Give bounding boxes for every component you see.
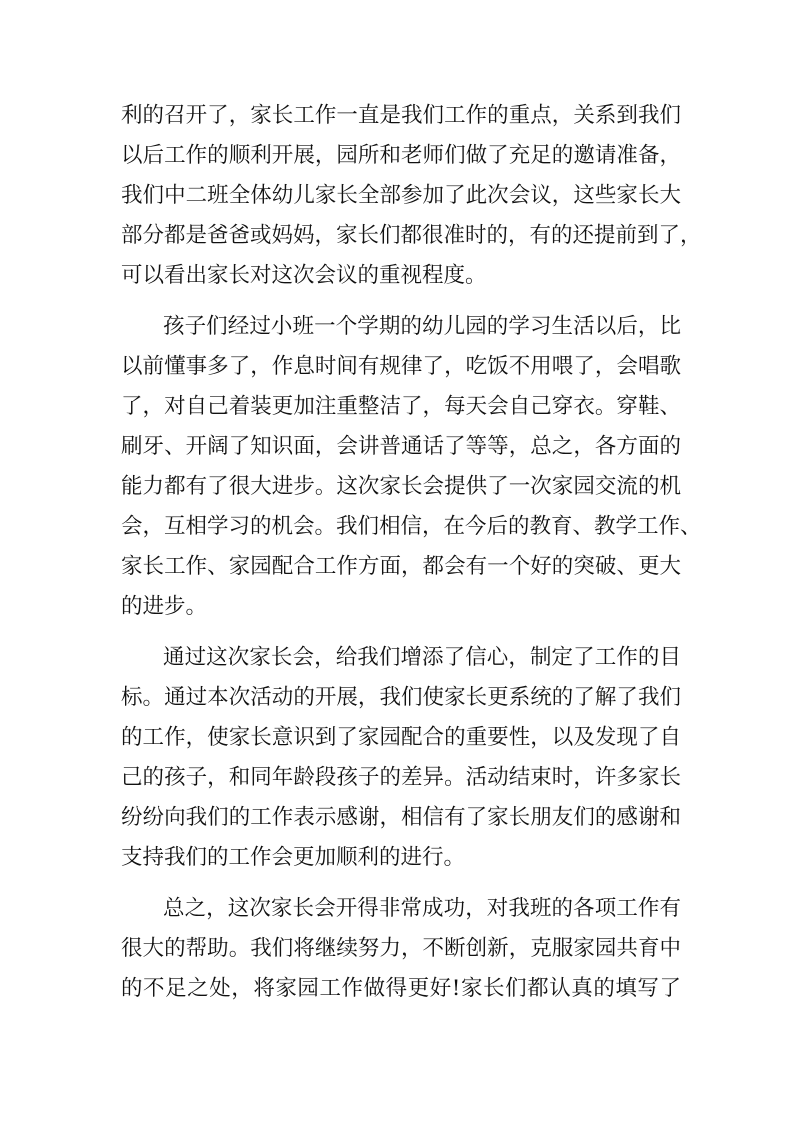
paragraph-2-line-2: 以前懂事多了，作息时间有规律了，吃饭不用喂了，会唱歌 <box>121 354 681 379</box>
paragraph-2-line-7: 家长工作、家园配合工作方面，都会有一个好的突破、更大 <box>121 554 681 579</box>
paragraph-2-line-4: 刷牙、开阔了知识面，会讲普通话了等等，总之，各方面的 <box>121 434 681 459</box>
paragraph-2-line-6: 会，互相学习的机会。我们相信，在今后的教育、教学工作、 <box>121 514 702 539</box>
paragraph-1-line-5: 可以看出家长对这次会议的重视程度。 <box>121 263 487 288</box>
paragraph-3-line-6: 支持我们的工作会更加顺利的进行。 <box>121 845 466 870</box>
paragraph-3-line-4: 己的孩子，和同年龄段孩子的差异。活动结束时，许多家长 <box>121 765 681 790</box>
paragraph-4-line-1: 总之，这次家长会开得非常成功，对我班的各项工作有 <box>163 896 681 921</box>
paragraph-1-line-4: 部分都是爸爸或妈妈，家长们都很准时的，有的还提前到了， <box>121 223 702 248</box>
paragraph-4-line-2: 很大的帮助。我们将继续努力，不断创新，克服家园共育中 <box>121 936 681 961</box>
paragraph-3-line-3: 的工作，使家长意识到了家园配合的重要性，以及发现了自 <box>121 725 681 750</box>
paragraph-1-line-2: 以后工作的顺利开展，园所和老师们做了充足的邀请准备， <box>121 143 681 168</box>
paragraph-4-line-3: 的不足之处，将家园工作做得更好!家长们都认真的填写了 <box>121 976 681 1001</box>
paragraph-2-line-3: 了，对自己着装更加注重整洁了，每天会自己穿衣。穿鞋、 <box>121 394 681 419</box>
paragraph-2-line-1: 孩子们经过小班一个学期的幼儿园的学习生活以后，比 <box>163 314 681 339</box>
paragraph-1-line-3: 我们中二班全体幼儿家长全部参加了此次会议，这些家长大 <box>121 183 681 208</box>
paragraph-3-line-2: 标。通过本次活动的开展，我们使家长更系统的了解了我们 <box>121 685 681 710</box>
paragraph-2-line-5: 能力都有了很大进步。这次家长会提供了一次家园交流的机 <box>121 474 681 499</box>
paragraph-3-line-1: 通过这次家长会，给我们增添了信心，制定了工作的目 <box>163 645 681 670</box>
paragraph-1-line-1: 利的召开了，家长工作一直是我们工作的重点，关系到我们 <box>121 103 681 128</box>
paragraph-2-line-8: 的进步。 <box>121 594 208 619</box>
paragraph-3-line-5: 纷纷向我们的工作表示感谢，相信有了家长朋友们的感谢和 <box>121 805 681 830</box>
